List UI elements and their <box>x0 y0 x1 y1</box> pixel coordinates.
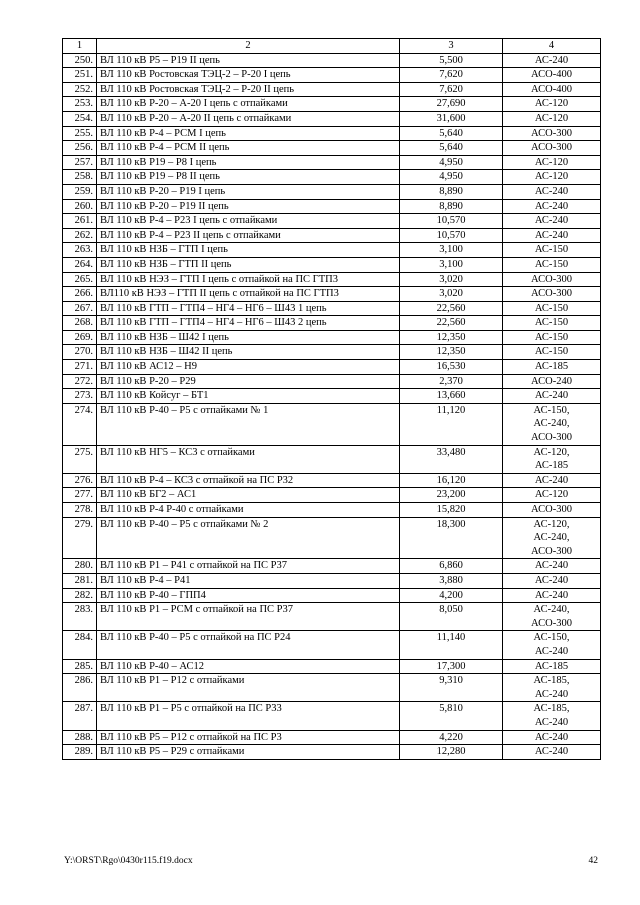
wire-type-line: АСО-300 <box>531 273 572 285</box>
table-row <box>63 588 601 603</box>
wire-type-cell <box>503 573 601 588</box>
wire-type-line: АС-240 <box>534 589 569 601</box>
line-length-cell: 9,310 <box>400 674 503 702</box>
line-length-cell: 33,480 <box>400 445 503 473</box>
line-length-cell: 4,950 <box>400 155 503 170</box>
row-number-cell: 287. <box>63 702 97 730</box>
row-number-cell: 277. <box>63 488 97 503</box>
row-number-cell: 275. <box>63 445 97 473</box>
row-number-cell: 285. <box>63 659 97 674</box>
line-name-cell: ВЛ 110 кВ Р19 – Р8 II цепь <box>97 170 400 185</box>
wire-type-line: АС-240 <box>534 574 569 586</box>
line-name-cell: ВЛ 110 кВ НГ5 – КС3 с отпайками <box>97 445 400 473</box>
row-number-cell: 269. <box>63 330 97 345</box>
line-length-cell: 5,640 <box>400 141 503 156</box>
wire-type-cell <box>503 272 601 287</box>
line-name-cell: ВЛ 110 кВ Р-4 – РСМ II цепь <box>97 141 400 156</box>
wire-type-line: АС-150 <box>534 346 569 358</box>
line-name-cell: ВЛ 110 кВ Койсуг – БТ1 <box>97 389 400 404</box>
wire-type-line: АС-240, <box>533 418 570 430</box>
table-row <box>63 389 601 404</box>
wire-type-cell <box>503 674 601 702</box>
wire-type-line: АС-240 <box>534 185 569 197</box>
line-name-cell: ВЛ 110 кВ Р-40 – ГПП4 <box>97 588 400 603</box>
wire-type-cell <box>503 301 601 316</box>
line-name-cell: ВЛ 110 кВ Р5 – Р12 с отпайкой на ПС Р3 <box>97 730 400 745</box>
line-name-cell: ВЛ 110 кВ НЗБ – Ш42 I цепь <box>97 330 400 345</box>
wire-type-cell <box>503 745 601 760</box>
line-name-cell: ВЛ 110 кВ АС12 – Н9 <box>97 360 400 375</box>
line-name-cell: ВЛ 110 кВ Р5 – Р29 с отпайками <box>97 745 400 760</box>
row-number-cell: 262. <box>63 228 97 243</box>
wire-type-cell <box>503 111 601 126</box>
row-number-cell: 251. <box>63 68 97 83</box>
wire-type-line: АС-185 <box>534 361 569 373</box>
row-number-cell: 282. <box>63 588 97 603</box>
wire-type-line: АСО-300 <box>531 288 572 300</box>
table-row <box>63 360 601 375</box>
line-name-cell: ВЛ 110 кВ Р19 – Р8 I цепь <box>97 155 400 170</box>
table-row <box>63 184 601 199</box>
line-length-cell: 4,220 <box>400 730 503 745</box>
line-name-cell: ВЛ 110 кВ Р-4 – КС3 с отпайкой на ПС Р32 <box>97 473 400 488</box>
line-length-cell: 2,370 <box>400 374 503 389</box>
line-length-cell: 7,620 <box>400 68 503 83</box>
table-row <box>63 473 601 488</box>
wire-type-cell <box>503 503 601 518</box>
table-row <box>63 68 601 83</box>
line-name-cell: ВЛ 110 кВ Р-40 – АС12 <box>97 659 400 674</box>
line-length-cell: 3,880 <box>400 573 503 588</box>
wire-type-cell <box>503 631 601 659</box>
row-number-cell: 281. <box>63 573 97 588</box>
line-length-cell: 15,820 <box>400 503 503 518</box>
table-row <box>63 53 601 68</box>
table-row <box>63 155 601 170</box>
table-row <box>63 659 601 674</box>
line-name-cell: ВЛ110 кВ НЭЗ – ГТП II цепь с отпайкой на ПС ГТП3 <box>97 287 400 302</box>
line-length-cell: 13,660 <box>400 389 503 404</box>
wire-type-cell <box>503 603 601 631</box>
wire-type-cell <box>503 360 601 375</box>
wire-type-cell <box>503 184 601 199</box>
wire-type-line: АС-150 <box>534 331 569 343</box>
column-header-wire: 4 <box>503 39 601 54</box>
table-row <box>63 126 601 141</box>
line-name-cell: ВЛ 110 кВ Р-20 – Р19 II цепь <box>97 199 400 214</box>
row-number-cell: 270. <box>63 345 97 360</box>
wire-type-cell <box>503 199 601 214</box>
wire-type-line: АС-120 <box>534 98 569 110</box>
wire-type-line: АС-185, <box>533 703 570 715</box>
wire-type-cell <box>503 214 601 229</box>
table-row <box>63 488 601 503</box>
table-row <box>63 214 601 229</box>
table-row <box>63 345 601 360</box>
line-length-cell: 31,600 <box>400 111 503 126</box>
wire-type-cell <box>503 316 601 331</box>
line-name-cell: ВЛ 110 кВ Р-4 Р-40 с отпайками <box>97 503 400 518</box>
column-header-number: 1 <box>63 39 97 54</box>
line-name-cell: ВЛ 110 кВ Р-4 – Р23 II цепь с отпайками <box>97 228 400 243</box>
wire-type-line: АС-120, <box>533 446 570 458</box>
line-length-cell: 5,810 <box>400 702 503 730</box>
line-length-cell: 8,050 <box>400 603 503 631</box>
table-row <box>63 730 601 745</box>
line-name-cell: ВЛ 110 кВ Ростовская ТЭЦ-2 – Р-20 II цепь <box>97 82 400 97</box>
wire-type-line: АСО-400 <box>531 83 572 95</box>
line-name-cell: ВЛ 110 кВ ГТП – ГТП4 – НГ4 – НГ6 – Ш43 2 цепь <box>97 316 400 331</box>
row-number-cell: 264. <box>63 257 97 272</box>
table-row <box>63 257 601 272</box>
wire-type-cell <box>503 559 601 574</box>
table-row <box>63 170 601 185</box>
line-length-cell: 8,890 <box>400 184 503 199</box>
row-number-cell: 272. <box>63 374 97 389</box>
line-length-cell: 12,350 <box>400 345 503 360</box>
table-row <box>63 243 601 258</box>
column-header-name: 2 <box>97 39 400 54</box>
line-length-cell: 22,560 <box>400 316 503 331</box>
line-name-cell: ВЛ 110 кВ Ростовская ТЭЦ-2 – Р-20 I цепь <box>97 68 400 83</box>
row-number-cell: 276. <box>63 473 97 488</box>
table-row <box>63 316 601 331</box>
row-number-cell: 253. <box>63 97 97 112</box>
wire-type-line: АС-240 <box>534 474 569 486</box>
wire-type-line: АС-185 <box>534 460 569 472</box>
wire-type-line: АС-150 <box>534 244 569 256</box>
table-row <box>63 287 601 302</box>
line-name-cell: ВЛ 110 кВ Р-4 – Р23 I цепь с отпайками <box>97 214 400 229</box>
wire-type-cell <box>503 345 601 360</box>
line-name-cell: ВЛ 110 кВ Р-4 – Р41 <box>97 573 400 588</box>
row-number-cell: 278. <box>63 503 97 518</box>
wire-type-line: АС-240 <box>534 54 569 66</box>
wire-type-line: АС-240 <box>534 746 569 758</box>
row-number-cell: 267. <box>63 301 97 316</box>
table-row <box>63 603 601 631</box>
table-row <box>63 301 601 316</box>
wire-type-line: АС-150, <box>533 404 570 416</box>
wire-type-line: АС-150 <box>534 258 569 270</box>
line-name-cell: ВЛ 110 кВ Р1 – РСМ с отпайкой на ПС Р37 <box>97 603 400 631</box>
table-row <box>63 82 601 97</box>
row-number-cell: 260. <box>63 199 97 214</box>
wire-type-line: АС-150 <box>534 302 569 314</box>
wire-type-line: АС-120 <box>534 112 569 124</box>
row-number-cell: 261. <box>63 214 97 229</box>
column-header-length: 3 <box>400 39 503 54</box>
wire-type-line: АСО-400 <box>531 69 572 81</box>
row-number-cell: 288. <box>63 730 97 745</box>
line-name-cell: ВЛ 110 кВ НЗБ – ГТП II цепь <box>97 257 400 272</box>
row-number-cell: 280. <box>63 559 97 574</box>
row-number-cell: 259. <box>63 184 97 199</box>
line-name-cell: ВЛ 110 кВ Р1 – Р5 с отпайкой на ПС Р33 <box>97 702 400 730</box>
wire-type-line: АС-120 <box>534 156 569 168</box>
wire-type-line: АС-240 <box>534 229 569 241</box>
row-number-cell: 263. <box>63 243 97 258</box>
wire-type-line: АС-240 <box>534 716 569 728</box>
wire-type-line: АС-240 <box>534 688 569 700</box>
line-name-cell: ВЛ 110 кВ Р5 – Р19 II цепь <box>97 53 400 68</box>
wire-type-cell <box>503 389 601 404</box>
wire-type-line: АС-120 <box>534 489 569 501</box>
row-number-cell: 250. <box>63 53 97 68</box>
wire-type-cell <box>503 473 601 488</box>
wire-type-line: АСО-300 <box>531 432 572 444</box>
row-number-cell: 255. <box>63 126 97 141</box>
wire-type-cell <box>503 330 601 345</box>
wire-type-line: АС-120, <box>533 518 570 530</box>
line-length-cell: 12,280 <box>400 745 503 760</box>
wire-type-cell <box>503 702 601 730</box>
table-row <box>63 97 601 112</box>
line-length-cell: 3,020 <box>400 272 503 287</box>
row-number-cell: 252. <box>63 82 97 97</box>
row-number-cell: 254. <box>63 111 97 126</box>
line-length-cell: 16,120 <box>400 473 503 488</box>
table-row <box>63 702 601 730</box>
line-name-cell: ВЛ 110 кВ НЭЗ – ГТП I цепь с отпайкой на ПС ГТП3 <box>97 272 400 287</box>
wire-type-line: АС-120 <box>534 171 569 183</box>
table-row <box>63 228 601 243</box>
wire-type-line: АСО-300 <box>531 127 572 139</box>
line-length-cell: 4,950 <box>400 170 503 185</box>
line-length-cell: 11,140 <box>400 631 503 659</box>
line-length-cell: 8,890 <box>400 199 503 214</box>
table-row <box>63 111 601 126</box>
line-length-cell: 5,640 <box>400 126 503 141</box>
wire-type-cell <box>503 445 601 473</box>
row-number-cell: 286. <box>63 674 97 702</box>
table-row <box>63 403 601 445</box>
line-length-cell: 5,500 <box>400 53 503 68</box>
line-length-cell: 3,100 <box>400 243 503 258</box>
wire-type-line: АС-240, <box>533 532 570 544</box>
table-row <box>63 745 601 760</box>
table-row <box>63 573 601 588</box>
line-length-cell: 11,120 <box>400 403 503 445</box>
row-number-cell: 284. <box>63 631 97 659</box>
footer-page-number: 42 <box>588 856 598 866</box>
row-number-cell: 268. <box>63 316 97 331</box>
wire-type-line: АС-240 <box>534 731 569 743</box>
table-row <box>63 272 601 287</box>
line-length-cell: 3,100 <box>400 257 503 272</box>
row-number-cell: 279. <box>63 517 97 559</box>
table-row <box>63 631 601 659</box>
wire-type-line: АС-150, <box>533 632 570 644</box>
row-number-cell: 265. <box>63 272 97 287</box>
wire-type-line: АС-185 <box>534 660 569 672</box>
table-row <box>63 199 601 214</box>
wire-type-cell <box>503 403 601 445</box>
wire-type-line: АС-240 <box>534 390 569 402</box>
wire-type-cell <box>503 170 601 185</box>
table-row <box>63 674 601 702</box>
wire-type-line: АС-240 <box>534 645 569 657</box>
line-name-cell: ВЛ 110 кВ Р1 – Р12 с отпайками <box>97 674 400 702</box>
line-length-cell: 7,620 <box>400 82 503 97</box>
wire-type-line: АСО-300 <box>531 504 572 515</box>
line-length-cell: 4,200 <box>400 588 503 603</box>
line-length-cell: 17,300 <box>400 659 503 674</box>
line-name-cell: ВЛ 110 кВ Р-20 – Р29 <box>97 374 400 389</box>
wire-type-cell <box>503 730 601 745</box>
table-row <box>63 330 601 345</box>
line-name-cell: ВЛ 110 кВ Р-20 – А-20 I цепь с отпайками <box>97 97 400 112</box>
row-number-cell: 271. <box>63 360 97 375</box>
wire-type-line: АС-240 <box>534 560 569 572</box>
table-row <box>63 559 601 574</box>
wire-type-line: АСО-300 <box>531 142 572 154</box>
line-length-cell: 16,530 <box>400 360 503 375</box>
table-row <box>63 445 601 473</box>
wire-type-cell <box>503 53 601 68</box>
wire-type-line: АС-240, <box>533 604 570 616</box>
wire-type-cell <box>503 488 601 503</box>
wire-type-cell <box>503 228 601 243</box>
line-name-cell: ВЛ 110 кВ НЗБ – Ш42 II цепь <box>97 345 400 360</box>
line-name-cell: ВЛ 110 кВ Р-20 – А-20 II цепь с отпайками <box>97 111 400 126</box>
line-name-cell: ВЛ 110 кВ Р-40 – Р5 с отпайкой на ПС Р24 <box>97 631 400 659</box>
wire-type-cell <box>503 588 601 603</box>
line-name-cell: ВЛ 110 кВ Р-40 – Р5 с отпайками № 2 <box>97 517 400 559</box>
wire-type-line: АС-240 <box>534 200 569 212</box>
line-length-cell: 22,560 <box>400 301 503 316</box>
line-name-cell: ВЛ 110 кВ Р-20 – Р19 I цепь <box>97 184 400 199</box>
wire-type-line: АСО-240 <box>531 375 572 387</box>
line-length-cell: 12,350 <box>400 330 503 345</box>
line-name-cell: ВЛ 110 кВ БГ2 – АС1 <box>97 488 400 503</box>
line-name-cell: ВЛ 110 кВ НЗБ – ГТП I цепь <box>97 243 400 258</box>
row-number-cell: 273. <box>63 389 97 404</box>
line-name-cell: ВЛ 110 кВ Р1 – Р41 с отпайкой на ПС Р37 <box>97 559 400 574</box>
wire-type-cell <box>503 126 601 141</box>
line-length-cell: 6,860 <box>400 559 503 574</box>
wire-type-line: АС-185, <box>533 675 570 687</box>
line-length-cell: 10,570 <box>400 214 503 229</box>
table-row <box>63 374 601 389</box>
line-name-cell: ВЛ 110 кВ Р-40 – Р5 с отпайками № 1 <box>97 403 400 445</box>
row-number-cell: 266. <box>63 287 97 302</box>
row-number-cell: 283. <box>63 603 97 631</box>
wire-type-cell <box>503 659 601 674</box>
wire-type-line: АС-240 <box>534 215 569 227</box>
wire-type-cell <box>503 257 601 272</box>
row-number-cell: 258. <box>63 170 97 185</box>
wire-type-cell <box>503 374 601 389</box>
table-row <box>63 141 601 156</box>
line-length-cell: 18,300 <box>400 517 503 559</box>
line-length-cell: 23,200 <box>400 488 503 503</box>
line-name-cell: ВЛ 110 кВ Р-4 – РСМ I цепь <box>97 126 400 141</box>
footer-file-path: Y:\ORST\Rgo\0430r115.f19.docx <box>64 856 193 866</box>
line-length-cell: 27,690 <box>400 97 503 112</box>
wire-type-line: АС-150 <box>534 317 569 329</box>
wire-type-cell <box>503 68 601 83</box>
wire-type-cell <box>503 141 601 156</box>
row-number-cell: 289. <box>63 745 97 760</box>
wire-type-cell <box>503 287 601 302</box>
wire-type-line: АСО-300 <box>531 545 572 557</box>
line-name-cell: ВЛ 110 кВ ГТП – ГТП4 – НГ4 – НГ6 – Ш43 1 цепь <box>97 301 400 316</box>
table-header-row <box>63 39 601 54</box>
line-length-cell: 3,020 <box>400 287 503 302</box>
row-number-cell: 274. <box>63 403 97 445</box>
wire-type-cell <box>503 155 601 170</box>
line-length-cell: 10,570 <box>400 228 503 243</box>
wire-type-cell <box>503 243 601 258</box>
wire-type-cell <box>503 82 601 97</box>
power-lines-table <box>62 38 601 760</box>
table-row <box>63 503 601 518</box>
row-number-cell: 257. <box>63 155 97 170</box>
table-row <box>63 517 601 559</box>
wire-type-cell <box>503 97 601 112</box>
wire-type-line: АСО-300 <box>531 617 572 629</box>
wire-type-cell <box>503 517 601 559</box>
row-number-cell: 256. <box>63 141 97 156</box>
